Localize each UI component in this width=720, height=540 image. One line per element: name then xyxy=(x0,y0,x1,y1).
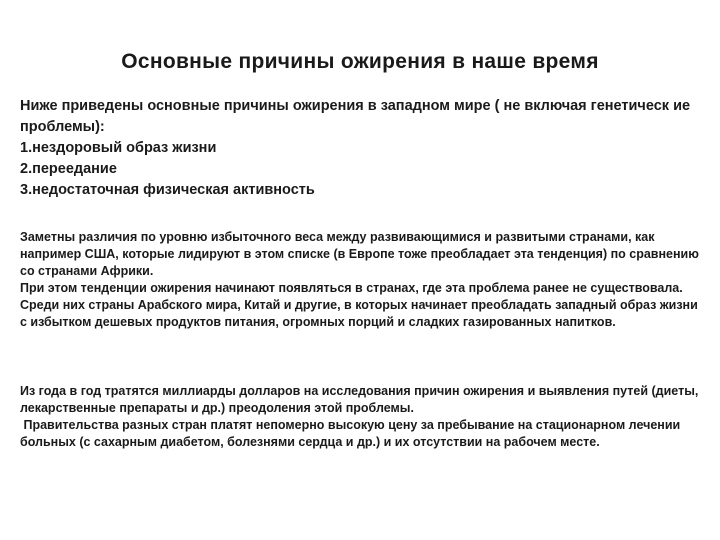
paragraph-costs xyxy=(20,383,704,451)
cause-item: 2.переедание xyxy=(20,161,117,177)
paragraph-sentence: При этом тенденции ожирения начинают появляться в странах, где эта проблема ранее не существовала. Среди них страны Арабского мира, Китай и другие, в которых начинает преобладать западный образ жизни с избытком дешевых продуктов питания, огромных порций и сладких газированных напитков. xyxy=(20,281,698,329)
cause-item: 1.нездоровый образ жизни xyxy=(20,140,217,156)
paragraph-country-differences xyxy=(20,229,704,331)
paragraph-sentence: Правительства разных стран платят непомерно высокую цену за пребывание на стационарном лечении больных (с сахарным диабетом, болезнями сердца и др.) и их отсутствии на рабочем месте. xyxy=(20,418,684,449)
causes-block xyxy=(20,96,700,201)
paragraph-sentence: Заметны различия по уровню избыточного веса между развивающимися и развитыми странами, как например США, которые лидируют в этом списке (в Европе тоже преобладает эта тенденция) по сравнению со странами Африки. xyxy=(20,230,699,278)
cause-item: 3.недостаточная физическая активность xyxy=(20,182,315,198)
causes-list xyxy=(20,138,700,201)
slide-title: Основные причины ожирения в наше время xyxy=(121,50,599,73)
causes-lead: Ниже приведены основные причины ожирения в западном мире ( не включая генетическ ие проблемы): xyxy=(20,98,691,135)
paragraph-sentence: Из года в год тратятся миллиарды долларов на исследования причин ожирения и выявления путей (диеты, лекарственные препараты и др.) преодоления этой проблемы. xyxy=(20,384,699,415)
